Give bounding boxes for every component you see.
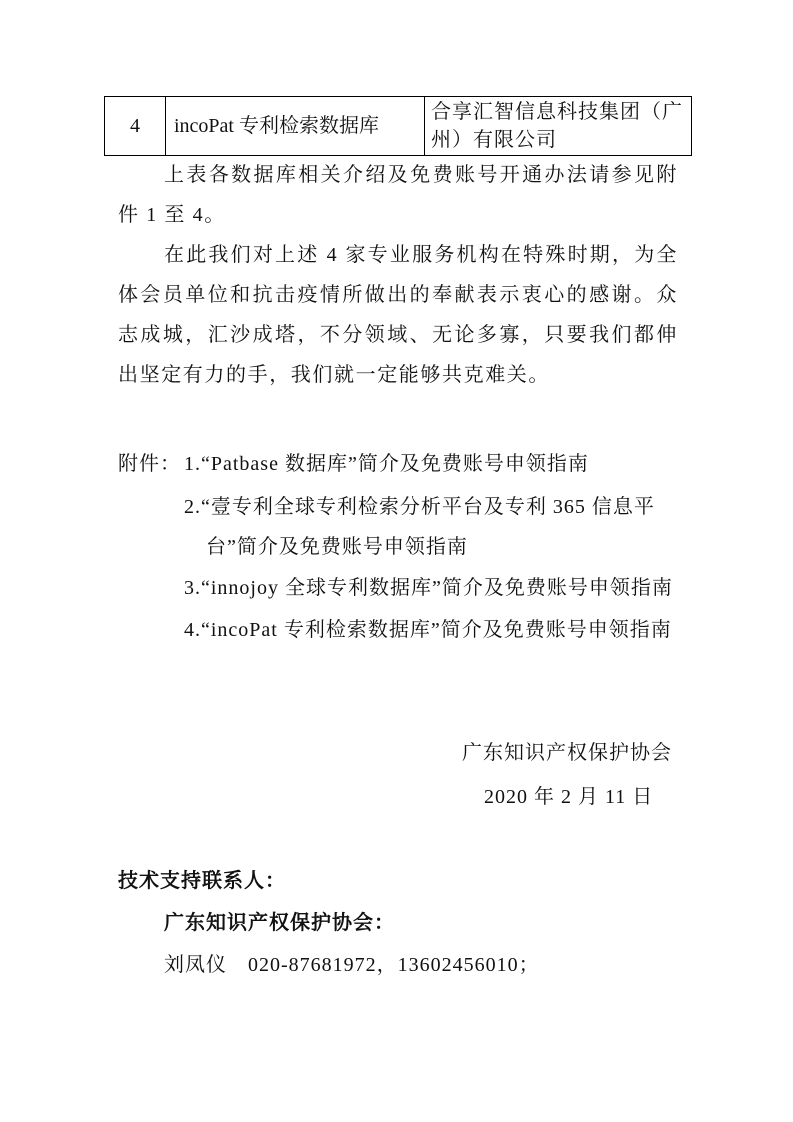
paragraph-appendix-note: 上表各数据库相关介绍及免费账号开通办法请参见附件 1 至 4。	[118, 164, 678, 226]
database-table	[104, 96, 692, 156]
paragraph-thanks: 在此我们对上述 4 家专业服务机构在特殊时期，为全体会员单位和抗击疫情所做出的奉献表示衷心的感谢。众志成城，汇沙成塔，不分领域、无论多寡，只要我们都伸出坚定有力的手，我们就一定能够共克难关。	[118, 244, 678, 386]
contact-organization: 广东知识产权保护协会：	[164, 912, 395, 934]
signature-organization: 广东知识产权保护协会	[462, 742, 672, 764]
attachments-label: 附件：	[118, 453, 181, 475]
row-number: 4	[105, 97, 166, 156]
contact-person: 刘凤仪 020-87681972，13602456010；	[164, 954, 540, 976]
provider-organization: 合享汇智信息科技集团（广州）有限公司	[425, 97, 692, 156]
signature-date: 2020 年 2 月 11 日	[484, 786, 654, 808]
contact-heading: 技术支持联系人：	[118, 870, 286, 892]
attachment-item-2-continued: 台”简介及免费账号申领指南	[206, 536, 468, 558]
attachment-item-1: 1.“Patbase 数据库”简介及免费账号申领指南	[184, 453, 589, 475]
attachment-item-4: 4.“incoPat 专利检索数据库”简介及免费账号申领指南	[184, 619, 672, 641]
database-name: incoPat 专利检索数据库	[166, 97, 425, 156]
table-row	[105, 97, 692, 156]
attachment-item-2: 2.“壹专利全球专利检索分析平台及专利 365 信息平	[184, 496, 655, 518]
attachment-item-3: 3.“innojoy 全球专利数据库”简介及免费账号申领指南	[184, 577, 673, 599]
